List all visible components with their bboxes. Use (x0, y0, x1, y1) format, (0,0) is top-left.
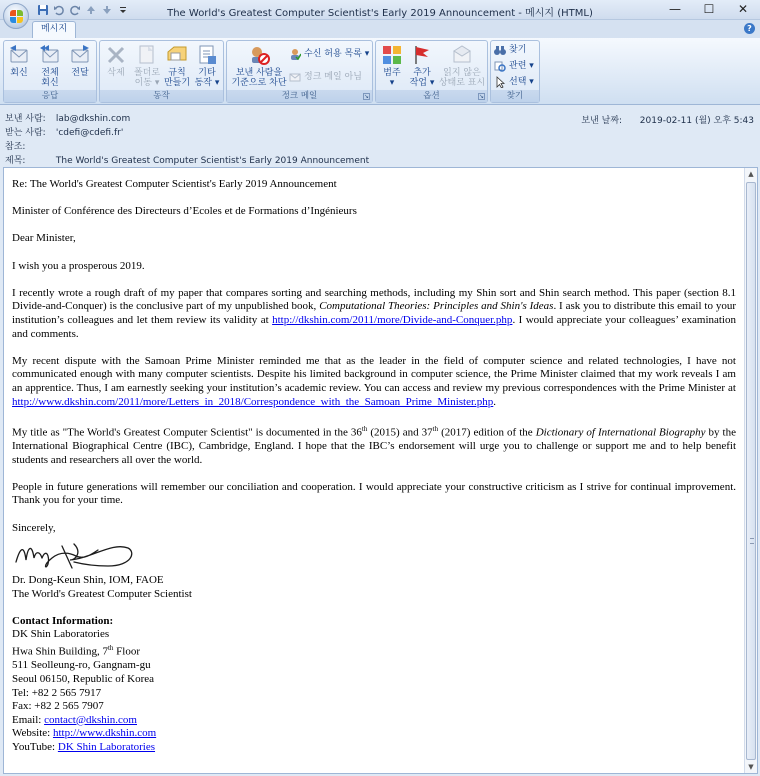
scroll-grip-icon (750, 538, 754, 544)
sent-date (581, 113, 754, 126)
mark-unread-button[interactable]: 읽지 않은 상태로 표시 (438, 44, 486, 88)
paragraph-1: I recently wrote a rough draft of my paper that compares sorting and searching methods, including my Shin sort and Shin search method. This paper (section 8.1 Divide-and-Conquer) is the conclusive part of my unpublished book, Computational Theories: Principles and Shin's Ideas. I ask you to distribute this email to your institution’s colleagues and let them review its validity at http://dkshin.com/2011/more/Divide-and-Conquer.php. I would appreciate your colleagues’ examination and comments. (12, 286, 736, 340)
forward-icon (69, 44, 91, 66)
group-label-junk-mail: 정크 메일 (227, 90, 372, 102)
youtube-link[interactable]: DK Shin Laboratories (57, 740, 156, 753)
signer-name: Dr. Dong-Keun Shin, IOM, FAOE (12, 574, 164, 587)
ribbon-tab-row (0, 20, 760, 38)
paragraph-4: People in future generations will remember our conciliation and cooperation. I would appreciate your constructive criticism as I strive for continual improvement. Thank you for your time. (12, 480, 736, 507)
to-label: 받는 사람: (5, 128, 46, 138)
other-actions-button[interactable]: 기타 동작 ▾ (193, 44, 221, 88)
title-bar (0, 0, 760, 20)
close-button[interactable]: ✕ (737, 2, 749, 16)
flag-icon (411, 44, 433, 66)
forward-button[interactable]: 전달 (68, 44, 92, 78)
vertical-scrollbar[interactable] (744, 168, 757, 773)
subject-value: The World's Greatest Computer Scientist's Early 2019 Announcement (55, 156, 370, 166)
signer-title: The World's Greatest Computer Scientist (12, 587, 192, 600)
from-label: 보낸 사람: (5, 114, 46, 124)
sent-value: 2019-02-11 (월) 오후 5:43 (639, 116, 754, 126)
message-body (12, 178, 736, 754)
tab-message[interactable]: 메시지 (32, 21, 76, 38)
find-button[interactable]: 찾기 (494, 44, 526, 56)
contact-street: 511 Seolleung-ro, Gangnam-gu (12, 659, 151, 672)
group-label-actions: 동작 (100, 90, 223, 102)
block-sender-icon (248, 44, 270, 66)
related-button[interactable]: 관련 ▾ (494, 60, 534, 72)
from-row (5, 111, 130, 124)
safe-list-button[interactable]: 수신 허용 목록 ▾ (289, 48, 369, 60)
group-junk-mail (226, 40, 373, 103)
move-to-folder-button[interactable]: 폴더로 이동 ▾ (131, 44, 163, 88)
categorize-icon (381, 44, 403, 66)
not-junk-icon (289, 71, 301, 83)
create-rule-button[interactable]: 규칙 만들기 (163, 44, 191, 88)
message-body-pane[interactable] (3, 167, 758, 774)
reply-all-button[interactable]: 전체 회신 (37, 44, 63, 88)
group-options (375, 40, 488, 103)
sent-label: 보낸 날짜: (581, 116, 623, 126)
follow-up-button[interactable]: 추가 작업 ▾ (407, 44, 437, 88)
scrollbar-thumb[interactable] (746, 182, 756, 760)
signature-image (12, 538, 736, 572)
office-button[interactable] (3, 3, 29, 29)
group-label-respond: 응답 (4, 90, 96, 102)
contact-email: Email: contact@dkshin.com (12, 713, 137, 726)
reply-icon (8, 44, 30, 66)
maximize-button[interactable]: ☐ (703, 2, 715, 16)
select-cursor-icon (494, 76, 506, 88)
mark-unread-icon (451, 44, 473, 66)
safe-list-icon (289, 48, 301, 60)
paragraph-2: My recent dispute with the Samoan Prime Minister reminded me that as the leader in the field of computer science and related technologies, I have not communicated enough with many computer scientists. Despite his limited background in computer science, the Prime Minister claimed that my work reveals I am an apprentice. Thus, I am earnestly seeking your institution’s academic review. You can access and review my previous correspondences with the Prime Minister at http://www.dkshin.com/2011/more/Letters_in_2018/Correspondence_with_the_Samoan_Prime_Minister.php. (12, 354, 736, 408)
scroll-up-arrow-icon[interactable]: ▲ (748, 170, 754, 178)
window-title: The World's Greatest Computer Scientist's Early 2019 Announcement - 메시지 (HTML) (167, 8, 593, 19)
delete-icon (105, 44, 127, 66)
cc-label: 참조: (5, 142, 26, 152)
recipient-line: Minister of Conférence des Directeurs d’Ecoles et de Formations d’Ingénieurs (12, 205, 357, 218)
related-icon (494, 60, 506, 72)
options-launcher[interactable]: ↘ (479, 93, 485, 100)
from-value[interactable]: lab@dkshin.com (55, 114, 131, 124)
divide-conquer-link[interactable]: http://dkshin.com/2011/more/Divide-and-Conquer.php (272, 313, 513, 326)
contact-org: DK Shin Laboratories (12, 628, 110, 641)
group-respond (3, 40, 97, 103)
block-sender-button[interactable]: 보낸 사람을 기준으로 차단 (230, 44, 288, 88)
contact-fax: Fax: +82 2 565 7907 (12, 700, 104, 713)
to-row (5, 125, 123, 138)
scroll-down-arrow-icon[interactable]: ▼ (748, 763, 754, 771)
reply-all-icon (39, 44, 61, 66)
other-actions-icon (196, 44, 218, 66)
group-find (490, 40, 540, 103)
ribbon (0, 38, 760, 105)
group-actions (99, 40, 224, 103)
contact-building: Hwa Shin Building, 7th Floor (12, 644, 140, 658)
subject-row (5, 153, 369, 166)
select-button[interactable]: 선택 ▾ (494, 76, 534, 88)
folder-icon (136, 44, 158, 66)
cc-row (5, 139, 53, 152)
wish-line: I wish you a prosperous 2019. (12, 259, 145, 272)
contact-tel: Tel: +82 2 565 7917 (12, 686, 102, 699)
contact-youtube: YouTube: DK Shin Laboratories (12, 740, 156, 753)
office-logo-icon (10, 10, 23, 23)
subject-label: 제목: (5, 156, 26, 166)
website-link[interactable]: http://www.dkshin.com (52, 727, 157, 740)
contact-heading: Contact Information: (12, 614, 114, 627)
group-label-options: 옵션 (376, 90, 487, 102)
minimize-button[interactable]: — (669, 2, 681, 16)
closing: Sincerely, (12, 521, 56, 534)
salutation: Dear Minister, (12, 232, 76, 245)
paragraph-3: My title as "The World's Greatest Computer Scientist" is documented in the 36th (2015) and 37th (2017) edition of the Dictionary of International Biography by the International Biographical Centre (IBC), Cambridge, England. I hope that the IBC’s endorsement will urge you to challenge or support me and to help benefit students and researchers all over the world. (12, 424, 736, 466)
contact-website: Website: http://www.dkshin.com (12, 727, 157, 740)
not-junk-button[interactable]: 정크 메일 아님 (289, 71, 362, 83)
binoculars-icon (494, 44, 506, 56)
help-icon[interactable]: ? (744, 23, 755, 34)
contact-city: Seoul 06150, Republic of Korea (12, 672, 155, 685)
message-header (0, 106, 760, 168)
to-value[interactable]: 'cdefi@cdefi.fr' (55, 128, 124, 138)
junk-options-launcher[interactable]: ↘ (364, 93, 370, 100)
window-controls (658, 0, 760, 20)
correspondence-link[interactable]: http://www.dkshin.com/2011/more/Letters_in_2018/Correspondence_with_the_Samoan_Prime_Minister.php (12, 395, 494, 408)
email-link[interactable]: contact@dkshin.com (44, 713, 137, 726)
delete-button[interactable]: 삭제 (103, 44, 129, 78)
reply-button[interactable]: 회신 (7, 44, 31, 78)
categorize-button[interactable]: 범주 ▾ (379, 44, 405, 88)
group-label-find: 찾기 (491, 90, 539, 102)
rules-icon (166, 44, 188, 66)
re-line: Re: The World's Greatest Computer Scientist's Early 2019 Announcement (12, 178, 337, 190)
